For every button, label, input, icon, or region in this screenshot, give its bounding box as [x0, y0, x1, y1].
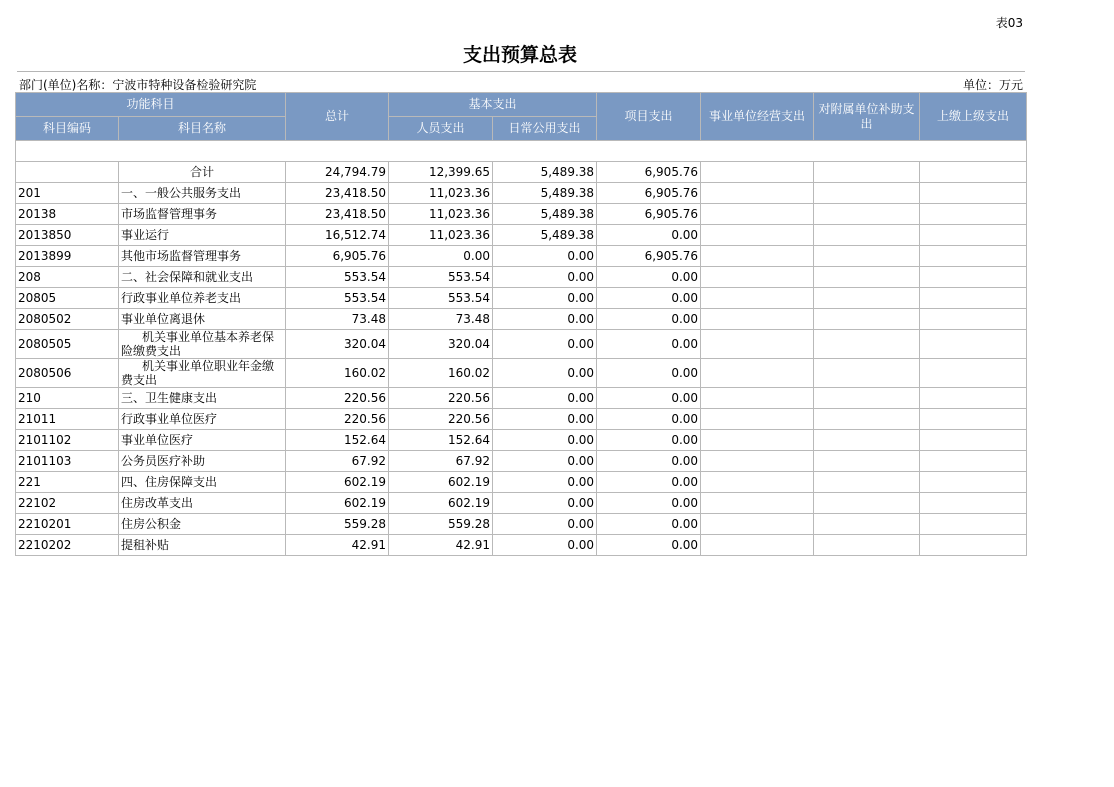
- subsidy-cell: [814, 309, 920, 330]
- biz-operation-cell: [701, 472, 814, 493]
- biz-operation-cell: [701, 204, 814, 225]
- personnel-cell: 602.19: [389, 493, 493, 514]
- table-row: [16, 225, 1027, 246]
- daily-cell: 0.00: [493, 493, 597, 514]
- subject-name-cell: 四、住房保障支出: [119, 472, 286, 493]
- upper-cell: [920, 535, 1027, 556]
- daily-cell: 0.00: [493, 430, 597, 451]
- subject-name-cell: 合计: [119, 162, 286, 183]
- biz-operation-cell: [701, 183, 814, 204]
- subject-name-cell: 事业单位医疗: [119, 430, 286, 451]
- subject-code-cell: 20138: [16, 204, 119, 225]
- daily-cell: 0.00: [493, 330, 597, 359]
- project-cell: 0.00: [597, 493, 701, 514]
- upper-cell: [920, 204, 1027, 225]
- upper-cell: [920, 388, 1027, 409]
- table-row: [16, 246, 1027, 267]
- personnel-cell: 73.48: [389, 309, 493, 330]
- biz-operation-cell: [701, 430, 814, 451]
- header-code: 科目编码: [16, 117, 119, 141]
- table-row: [16, 535, 1027, 556]
- total-cell: 602.19: [286, 472, 389, 493]
- total-cell: 160.02: [286, 359, 389, 388]
- subject-name-cell: 其他市场监督管理事务: [119, 246, 286, 267]
- personnel-cell: 160.02: [389, 359, 493, 388]
- subsidy-cell: [814, 535, 920, 556]
- table-row: [16, 409, 1027, 430]
- biz-operation-cell: [701, 330, 814, 359]
- upper-cell: [920, 514, 1027, 535]
- upper-cell: [920, 162, 1027, 183]
- subsidy-cell: [814, 162, 920, 183]
- biz-operation-cell: [701, 246, 814, 267]
- daily-cell: 0.00: [493, 535, 597, 556]
- subject-code-cell: 210: [16, 388, 119, 409]
- subject-code-cell: 221: [16, 472, 119, 493]
- biz-operation-cell: [701, 535, 814, 556]
- header-basic: 基本支出: [389, 93, 597, 117]
- subject-name-cell: 三、卫生健康支出: [119, 388, 286, 409]
- subject-code-cell: 2210201: [16, 514, 119, 535]
- subsidy-cell: [814, 388, 920, 409]
- personnel-cell: 320.04: [389, 330, 493, 359]
- biz-operation-cell: [701, 388, 814, 409]
- subsidy-cell: [814, 330, 920, 359]
- personnel-cell: 42.91: [389, 535, 493, 556]
- meta-bar: [17, 74, 1025, 92]
- table-row: [16, 388, 1027, 409]
- total-cell: 553.54: [286, 267, 389, 288]
- personnel-cell: 0.00: [389, 246, 493, 267]
- biz-operation-cell: [701, 267, 814, 288]
- table-row: [16, 514, 1027, 535]
- subsidy-cell: [814, 267, 920, 288]
- table-row: [16, 162, 1027, 183]
- subject-name-cell: 提租补贴: [119, 535, 286, 556]
- upper-cell: [920, 225, 1027, 246]
- project-cell: 6,905.76: [597, 204, 701, 225]
- header-subsidy: 对附属单位补助支出: [814, 93, 920, 141]
- subject-code-cell: 2080505: [16, 330, 119, 359]
- table-row: [16, 330, 1027, 359]
- table-number: 表03: [995, 16, 1023, 30]
- subject-name-cell: 市场监督管理事务: [119, 204, 286, 225]
- daily-cell: 0.00: [493, 514, 597, 535]
- table-row: [16, 359, 1027, 388]
- biz-operation-cell: [701, 359, 814, 388]
- biz-operation-cell: [701, 409, 814, 430]
- project-cell: 6,905.76: [597, 183, 701, 204]
- personnel-cell: 11,023.36: [389, 225, 493, 246]
- biz-operation-cell: [701, 162, 814, 183]
- biz-operation-cell: [701, 514, 814, 535]
- daily-cell: 0.00: [493, 388, 597, 409]
- project-cell: 0.00: [597, 309, 701, 330]
- total-cell: 152.64: [286, 430, 389, 451]
- upper-cell: [920, 472, 1027, 493]
- subject-code-cell: 2013899: [16, 246, 119, 267]
- subject-code-cell: 2013850: [16, 225, 119, 246]
- daily-cell: 0.00: [493, 309, 597, 330]
- daily-cell: 0.00: [493, 409, 597, 430]
- project-cell: 0.00: [597, 330, 701, 359]
- header-total: 总计: [286, 93, 389, 141]
- subject-name-cell: 事业单位离退休: [119, 309, 286, 330]
- total-cell: 42.91: [286, 535, 389, 556]
- header-personnel: 人员支出: [389, 117, 493, 141]
- upper-cell: [920, 451, 1027, 472]
- subject-name-cell: 机关事业单位职业年金缴费支出: [119, 359, 286, 388]
- subject-code-cell: 208: [16, 267, 119, 288]
- unit-label: 单位：万元: [962, 78, 1023, 92]
- subject-name-cell: 机关事业单位基本养老保险缴费支出: [119, 330, 286, 359]
- subsidy-cell: [814, 472, 920, 493]
- header-spacer: [16, 141, 1027, 162]
- subsidy-cell: [814, 451, 920, 472]
- upper-cell: [920, 309, 1027, 330]
- subject-code-cell: 2101102: [16, 430, 119, 451]
- daily-cell: 5,489.38: [493, 204, 597, 225]
- total-cell: 67.92: [286, 451, 389, 472]
- total-cell: 553.54: [286, 288, 389, 309]
- subject-code-cell: 2210202: [16, 535, 119, 556]
- daily-cell: 5,489.38: [493, 183, 597, 204]
- upper-cell: [920, 267, 1027, 288]
- subsidy-cell: [814, 183, 920, 204]
- table-row: [16, 493, 1027, 514]
- table-row: [16, 309, 1027, 330]
- total-cell: 23,418.50: [286, 204, 389, 225]
- table-row: [16, 267, 1027, 288]
- table-row: [16, 472, 1027, 493]
- subject-code-cell: 21011: [16, 409, 119, 430]
- project-cell: 0.00: [597, 359, 701, 388]
- total-cell: 602.19: [286, 493, 389, 514]
- header-project: 项目支出: [597, 93, 701, 141]
- daily-cell: 0.00: [493, 451, 597, 472]
- personnel-cell: 11,023.36: [389, 204, 493, 225]
- page-title: 支出预算总表: [462, 44, 577, 66]
- project-cell: 0.00: [597, 288, 701, 309]
- daily-cell: 0.00: [493, 472, 597, 493]
- project-cell: 0.00: [597, 267, 701, 288]
- subsidy-cell: [814, 514, 920, 535]
- personnel-cell: 12,399.65: [389, 162, 493, 183]
- personnel-cell: 220.56: [389, 409, 493, 430]
- biz-operation-cell: [701, 288, 814, 309]
- subject-code-cell: 201: [16, 183, 119, 204]
- subject-name-cell: 二、社会保障和就业支出: [119, 267, 286, 288]
- divider: [17, 71, 1025, 72]
- table-row: [16, 288, 1027, 309]
- subsidy-cell: [814, 493, 920, 514]
- subject-name-cell: 行政事业单位医疗: [119, 409, 286, 430]
- upper-cell: [920, 330, 1027, 359]
- project-cell: 0.00: [597, 430, 701, 451]
- header-upper: 上缴上级支出: [920, 93, 1027, 141]
- subject-code-cell: [16, 162, 119, 183]
- upper-cell: [920, 409, 1027, 430]
- subject-code-cell: 2080506: [16, 359, 119, 388]
- total-cell: 559.28: [286, 514, 389, 535]
- upper-cell: [920, 288, 1027, 309]
- subject-name-cell: 行政事业单位养老支出: [119, 288, 286, 309]
- biz-operation-cell: [701, 309, 814, 330]
- header-daily: 日常公用支出: [493, 117, 597, 141]
- upper-cell: [920, 183, 1027, 204]
- project-cell: 0.00: [597, 514, 701, 535]
- daily-cell: 0.00: [493, 288, 597, 309]
- project-cell: 6,905.76: [597, 246, 701, 267]
- personnel-cell: 559.28: [389, 514, 493, 535]
- personnel-cell: 553.54: [389, 288, 493, 309]
- table-row: [16, 451, 1027, 472]
- daily-cell: 0.00: [493, 267, 597, 288]
- header-row-1: [16, 93, 1027, 117]
- project-cell: 0.00: [597, 535, 701, 556]
- subject-code-cell: 20805: [16, 288, 119, 309]
- table-row: [16, 430, 1027, 451]
- subsidy-cell: [814, 409, 920, 430]
- total-cell: 73.48: [286, 309, 389, 330]
- project-cell: 0.00: [597, 388, 701, 409]
- subsidy-cell: [814, 225, 920, 246]
- table-row: [16, 204, 1027, 225]
- personnel-cell: 553.54: [389, 267, 493, 288]
- daily-cell: 5,489.38: [493, 225, 597, 246]
- total-cell: 16,512.74: [286, 225, 389, 246]
- project-cell: 0.00: [597, 225, 701, 246]
- project-cell: 0.00: [597, 451, 701, 472]
- total-cell: 320.04: [286, 330, 389, 359]
- personnel-cell: 67.92: [389, 451, 493, 472]
- daily-cell: 0.00: [493, 359, 597, 388]
- subject-code-cell: 22102: [16, 493, 119, 514]
- project-cell: 0.00: [597, 409, 701, 430]
- subsidy-cell: [814, 430, 920, 451]
- subject-code-cell: 2101103: [16, 451, 119, 472]
- header-func-subject: 功能科目: [16, 93, 286, 117]
- total-cell: 6,905.76: [286, 246, 389, 267]
- budget-table: [15, 92, 1027, 556]
- total-cell: 220.56: [286, 388, 389, 409]
- upper-cell: [920, 246, 1027, 267]
- upper-cell: [920, 359, 1027, 388]
- biz-operation-cell: [701, 451, 814, 472]
- project-cell: 6,905.76: [597, 162, 701, 183]
- table-body: [16, 162, 1027, 556]
- total-cell: 24,794.79: [286, 162, 389, 183]
- subject-name-cell: 住房公积金: [119, 514, 286, 535]
- table-row: [16, 183, 1027, 204]
- biz-operation-cell: [701, 493, 814, 514]
- personnel-cell: 11,023.36: [389, 183, 493, 204]
- personnel-cell: 220.56: [389, 388, 493, 409]
- subject-name-cell: 公务员医疗补助: [119, 451, 286, 472]
- personnel-cell: 152.64: [389, 430, 493, 451]
- total-cell: 220.56: [286, 409, 389, 430]
- upper-cell: [920, 493, 1027, 514]
- personnel-cell: 602.19: [389, 472, 493, 493]
- daily-cell: 5,489.38: [493, 162, 597, 183]
- department-label: 部门(单位)名称：宁波市特种设备检验研究院: [19, 78, 257, 92]
- subject-name-cell: 一、一般公共服务支出: [119, 183, 286, 204]
- subsidy-cell: [814, 359, 920, 388]
- project-cell: 0.00: [597, 472, 701, 493]
- total-cell: 23,418.50: [286, 183, 389, 204]
- biz-operation-cell: [701, 225, 814, 246]
- header-name: 科目名称: [119, 117, 286, 141]
- subsidy-cell: [814, 246, 920, 267]
- daily-cell: 0.00: [493, 246, 597, 267]
- subject-code-cell: 2080502: [16, 309, 119, 330]
- subsidy-cell: [814, 288, 920, 309]
- header-biz-operation: 事业单位经营支出: [701, 93, 814, 141]
- subject-name-cell: 住房改革支出: [119, 493, 286, 514]
- subsidy-cell: [814, 204, 920, 225]
- upper-cell: [920, 430, 1027, 451]
- subject-name-cell: 事业运行: [119, 225, 286, 246]
